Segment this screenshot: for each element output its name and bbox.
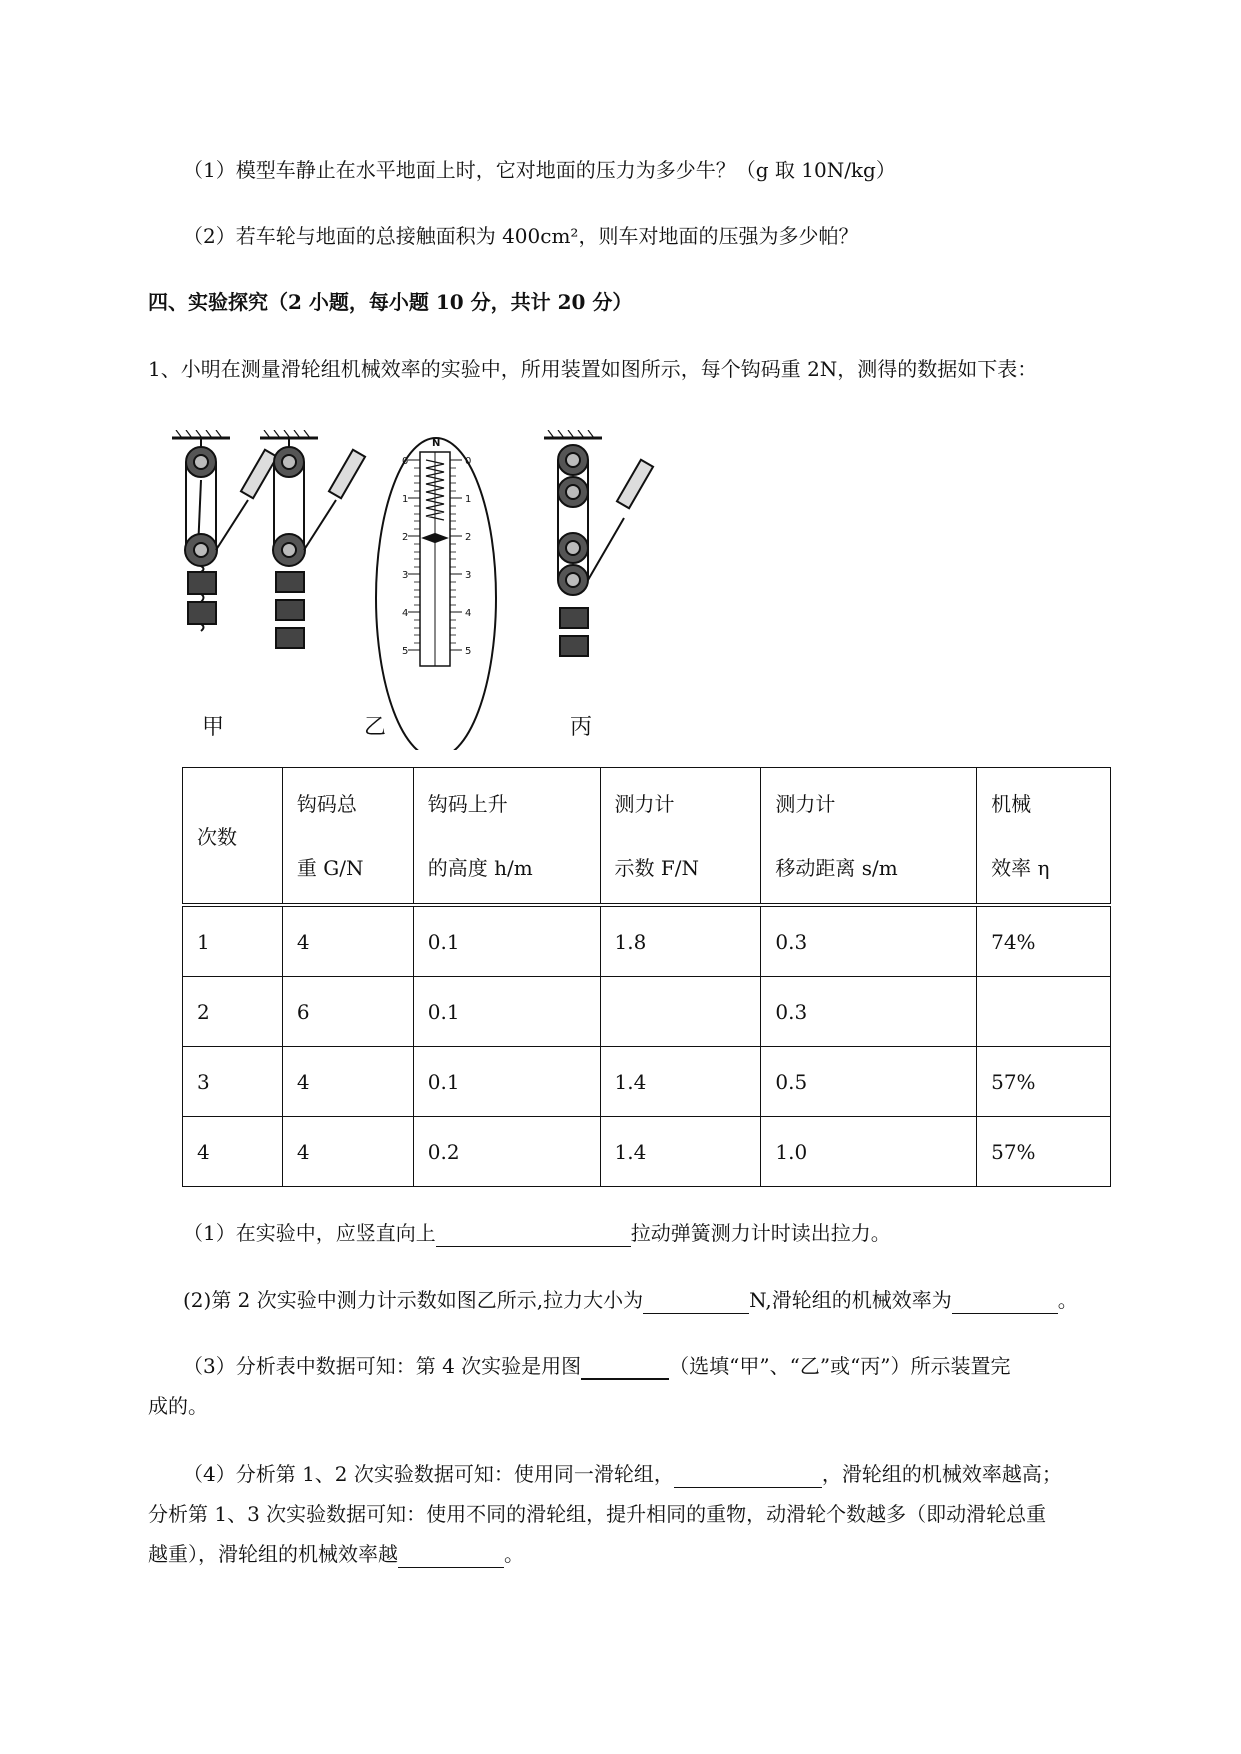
scale-tick-left: 0 (402, 456, 409, 467)
header-cell: 测力计 示数 F/N (600, 768, 761, 906)
table-cell: 74% (977, 905, 1111, 977)
answer-blank[interactable] (436, 1224, 631, 1247)
scale-tick-right: 3 (465, 570, 472, 581)
table-cell: 1.4 (600, 1047, 761, 1117)
sub-question-2 (183, 1286, 1078, 1314)
table-cell: 1.0 (761, 1117, 977, 1187)
table-cell: 0.3 (761, 977, 977, 1047)
question-1: （1）模型车静止在水平地面上时，它对地面的压力为多少牛？（g 取 10N/kg） (183, 158, 896, 182)
sub4-text-a: （4）分析第 1、2 次实验数据可知：使用同一滑轮组， (183, 1462, 674, 1486)
sub4-text-d: 越重），滑轮组的机械效率越 (148, 1542, 398, 1566)
figure-label-jia: 甲 (202, 715, 225, 740)
header-cell: 机械 效率 η (977, 768, 1111, 906)
sub1-text-a: （1）在实验中，应竖直向上 (183, 1221, 436, 1245)
spring-scale-closeup (376, 438, 496, 750)
table-cell: 0.1 (413, 1047, 600, 1117)
scale-tick-right: 4 (465, 608, 472, 619)
scale-tick-left: 3 (402, 570, 409, 581)
table-cell: 0.5 (761, 1047, 977, 1117)
table-cell: 4 (282, 905, 413, 977)
sub-question-4-line2: 分析第 1、3 次实验数据可知：使用不同的滑轮组，提升相同的重物，动滑轮个数越多（即动滑轮总重 (148, 1502, 1047, 1526)
header-cell: 次数 (183, 768, 283, 906)
scale-tick-right: 2 (465, 532, 472, 543)
table-cell: 0.1 (413, 905, 600, 977)
answer-blank[interactable] (643, 1291, 749, 1314)
header-cell: 钩码上升 的高度 h/m (413, 768, 600, 906)
question-2: （2）若车轮与地面的总接触面积为 400cm²，则车对地面的压强为多少帕？ (183, 224, 859, 248)
sub-question-3 (183, 1352, 1011, 1380)
scale-tick-left: 4 (402, 608, 409, 619)
scale-tick-right: 5 (465, 646, 472, 657)
sub-question-1 (183, 1219, 891, 1247)
table-cell (977, 977, 1111, 1047)
table-header-row (183, 768, 1111, 906)
table-row (183, 905, 1111, 977)
header-cell: 钩码总 重 G/N (282, 768, 413, 906)
scale-tick-right: 0 (465, 456, 472, 467)
sub-question-4-line3 (148, 1540, 524, 1568)
header-cell: 测力计 移动距离 s/m (761, 768, 977, 906)
scale-tick-right: 1 (465, 494, 472, 505)
table-cell: 4 (183, 1117, 283, 1187)
table-cell: 6 (282, 977, 413, 1047)
scale-tick-left: 1 (402, 494, 409, 505)
table-cell: 3 (183, 1047, 283, 1117)
table-row (183, 1117, 1111, 1187)
table-cell: 57% (977, 1117, 1111, 1187)
table-cell: 4 (282, 1047, 413, 1117)
pulley-diagram (168, 430, 688, 750)
figure-label-yi: 乙 (364, 715, 387, 740)
data-table (182, 767, 1111, 1187)
answer-blank[interactable] (581, 1356, 669, 1380)
figure-label-bing: 丙 (570, 715, 593, 740)
sub2-text-c: 。 (1057, 1288, 1078, 1312)
sub1-text-b: 拉动弹簧测力计时读出拉力。 (630, 1221, 891, 1245)
table-cell: 0.1 (413, 977, 600, 1047)
sub2-text-b: N,滑轮组的机械效率为 (749, 1288, 952, 1312)
table-cell: 2 (183, 977, 283, 1047)
sub4-text-b: ，滑轮组的机械效率越高； (821, 1462, 1062, 1486)
pulley-figure (168, 430, 688, 750)
table-cell: 0.3 (761, 905, 977, 977)
sub4-text-e: 。 (504, 1542, 524, 1566)
sub-question-4 (183, 1460, 1062, 1488)
table-cell: 1.8 (600, 905, 761, 977)
table-cell (600, 977, 761, 1047)
apparatus-second (260, 430, 365, 648)
problem-intro: 1、小明在测量滑轮组机械效率的实验中，所用装置如图所示，每个钩码重 2N，测得的数据如下表： (148, 357, 1038, 381)
sub3-text-b: （选填“甲”、“乙”或“丙”）所示装置完 (669, 1354, 1011, 1378)
sub-question-3-cont: 成的。 (148, 1394, 208, 1418)
table-row (183, 977, 1111, 1047)
table-cell: 57% (977, 1047, 1111, 1117)
table-cell: 1 (183, 905, 283, 977)
scale-tick-left: 2 (402, 532, 409, 543)
apparatus-jia (172, 430, 277, 631)
answer-blank[interactable] (674, 1465, 822, 1488)
table-cell: 1.4 (600, 1117, 761, 1187)
scale-unit-label: N (432, 438, 441, 449)
section-title: 四、实验探究（2 小题，每小题 10 分，共计 20 分） (148, 290, 633, 314)
scale-tick-left: 5 (402, 646, 409, 657)
answer-blank[interactable] (952, 1291, 1058, 1314)
answer-blank[interactable] (398, 1545, 504, 1568)
table-cell: 4 (282, 1117, 413, 1187)
table-row (183, 1047, 1111, 1117)
apparatus-bing (544, 430, 653, 656)
sub3-text-a: （3）分析表中数据可知：第 4 次实验是用图 (183, 1354, 582, 1378)
sub2-text-a: (2)第 2 次实验中测力计示数如图乙所示,拉力大小为 (183, 1288, 644, 1312)
table-cell: 0.2 (413, 1117, 600, 1187)
